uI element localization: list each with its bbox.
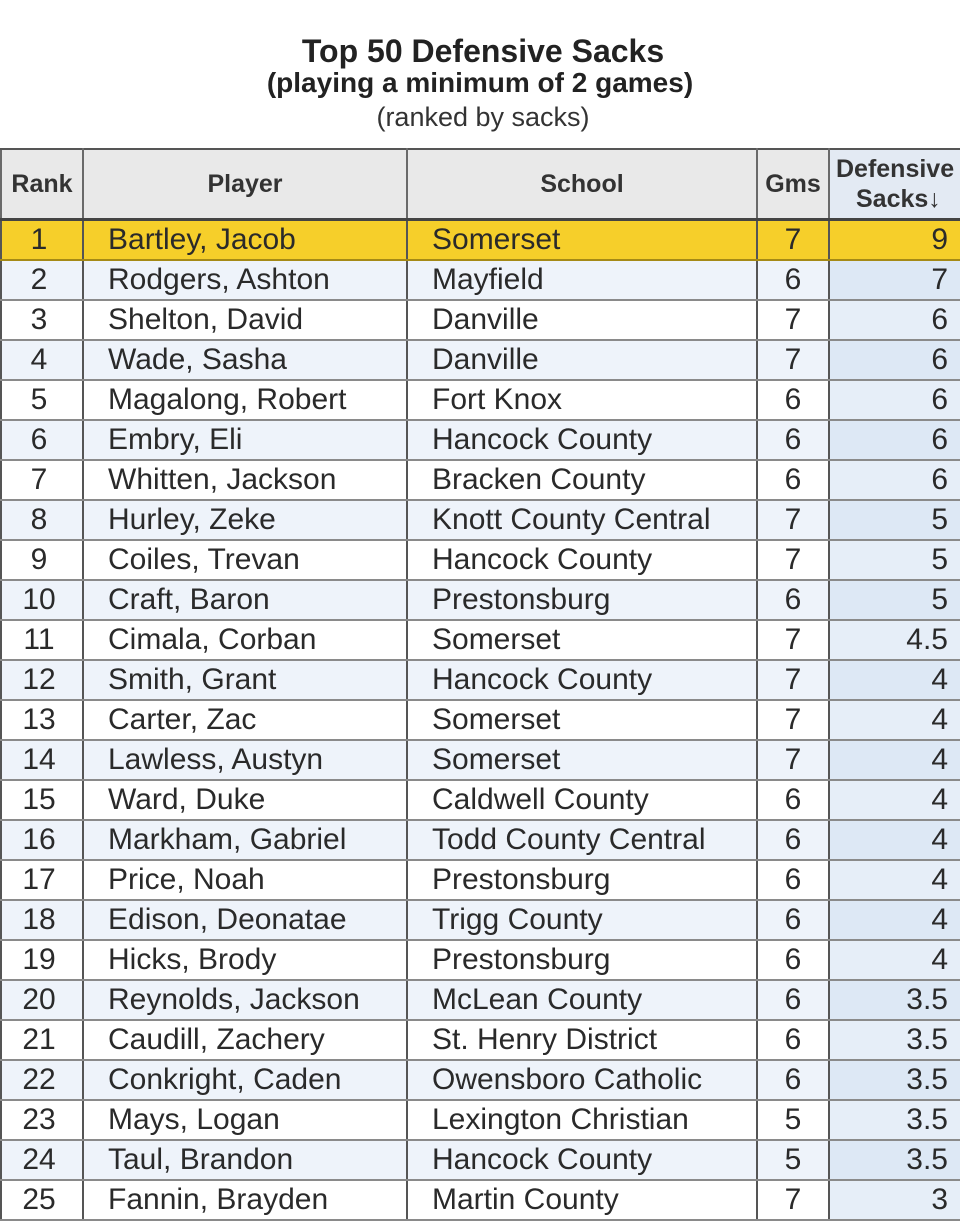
cell-sacks: 7: [829, 260, 960, 300]
column-header-gms[interactable]: Gms: [757, 149, 829, 220]
column-header-sacks-label: Sacks: [856, 185, 929, 213]
cell-rank: 4: [1, 340, 83, 380]
table-row: [1, 300, 960, 340]
cell-sacks: 4: [829, 780, 960, 820]
cell-player: Shelton, David: [83, 300, 407, 340]
cell-rank: 21: [1, 1020, 83, 1060]
table-row: [1, 1060, 960, 1100]
cell-player: Price, Noah: [83, 860, 407, 900]
cell-sacks: 5: [829, 500, 960, 540]
cell-player: Cimala, Corban: [83, 620, 407, 660]
table-row: [1, 580, 960, 620]
cell-school: Todd County Central: [407, 820, 757, 860]
cell-player: Craft, Baron: [83, 580, 407, 620]
cell-sacks: 6: [829, 420, 960, 460]
cell-sacks: 5: [829, 580, 960, 620]
cell-sacks: 6: [829, 460, 960, 500]
ranking-note: (ranked by sacks): [376, 102, 590, 132]
cell-school: Somerset: [407, 220, 757, 261]
cell-school: Somerset: [407, 620, 757, 660]
cell-gms: 6: [757, 420, 829, 460]
cell-school: St. Henry District: [407, 1020, 757, 1060]
cell-player: Fannin, Brayden: [83, 1180, 407, 1220]
cell-rank: 12: [1, 660, 83, 700]
cell-school: Prestonsburg: [407, 940, 757, 980]
table-body: [1, 220, 960, 1221]
cell-rank: 17: [1, 860, 83, 900]
cell-player: Coiles, Trevan: [83, 540, 407, 580]
table-row: [1, 340, 960, 380]
cell-player: Smith, Grant: [83, 660, 407, 700]
column-header-sacks-line2: [836, 184, 960, 214]
cell-school: McLean County: [407, 980, 757, 1020]
cell-sacks: 4: [829, 700, 960, 740]
cell-gms: 6: [757, 900, 829, 940]
cell-school: Trigg County: [407, 900, 757, 940]
column-header-defensive-sacks[interactable]: [829, 149, 960, 220]
cell-player: Rodgers, Ashton: [83, 260, 407, 300]
cell-sacks: 4: [829, 820, 960, 860]
cell-player: Reynolds, Jackson: [83, 980, 407, 1020]
cell-gms: 6: [757, 380, 829, 420]
table-row: [1, 460, 960, 500]
cell-school: Knott County Central: [407, 500, 757, 540]
cell-school: Hancock County: [407, 420, 757, 460]
cell-gms: 7: [757, 1180, 829, 1220]
cell-rank: 24: [1, 1140, 83, 1180]
column-header-sacks-line1: Defensive: [836, 155, 955, 183]
cell-gms: 7: [757, 340, 829, 380]
cell-rank: 3: [1, 300, 83, 340]
cell-gms: 7: [757, 700, 829, 740]
cell-gms: 6: [757, 1060, 829, 1100]
cell-player: Embry, Eli: [83, 420, 407, 460]
cell-gms: 7: [757, 300, 829, 340]
cell-rank: 15: [1, 780, 83, 820]
page-title: Top 50 Defensive Sacks: [301, 33, 665, 69]
cell-school: Hancock County: [407, 660, 757, 700]
cell-school: Mayfield: [407, 260, 757, 300]
cell-sacks: 6: [829, 340, 960, 380]
page-subtitle: (playing a minimum of 2 games): [266, 67, 694, 98]
cell-sacks: 3.5: [829, 1060, 960, 1100]
table-row: [1, 1180, 960, 1220]
cell-sacks: 3.5: [829, 1100, 960, 1140]
cell-sacks: 6: [829, 380, 960, 420]
cell-sacks: 6: [829, 300, 960, 340]
cell-player: Bartley, Jacob: [83, 220, 407, 261]
cell-sacks: 4.5: [829, 620, 960, 660]
cell-rank: 16: [1, 820, 83, 860]
cell-sacks: 3: [829, 1180, 960, 1220]
cell-player: Hurley, Zeke: [83, 500, 407, 540]
table-row: [1, 1020, 960, 1060]
cell-gms: 6: [757, 860, 829, 900]
cell-gms: 6: [757, 580, 829, 620]
cell-sacks: 3.5: [829, 980, 960, 1020]
table-row: [1, 420, 960, 460]
table-row: [1, 860, 960, 900]
cell-sacks: 4: [829, 740, 960, 780]
table-row: [1, 940, 960, 980]
cell-sacks: 4: [829, 940, 960, 980]
table-row: [1, 980, 960, 1020]
cell-player: Hicks, Brody: [83, 940, 407, 980]
table-row: [1, 660, 960, 700]
table-row: [1, 260, 960, 300]
cell-player: Magalong, Robert: [83, 380, 407, 420]
cell-gms: 6: [757, 1020, 829, 1060]
header-row: [1, 149, 960, 220]
table-row: [1, 1140, 960, 1180]
cell-rank: 11: [1, 620, 83, 660]
cell-gms: 7: [757, 500, 829, 540]
cell-player: Edison, Deonatae: [83, 900, 407, 940]
cell-sacks: 3.5: [829, 1020, 960, 1060]
cell-rank: 20: [1, 980, 83, 1020]
table-row: [1, 700, 960, 740]
cell-school: Prestonsburg: [407, 860, 757, 900]
cell-sacks: 4: [829, 900, 960, 940]
cell-sacks: 4: [829, 660, 960, 700]
cell-player: Wade, Sasha: [83, 340, 407, 380]
cell-rank: 18: [1, 900, 83, 940]
cell-rank: 2: [1, 260, 83, 300]
cell-gms: 5: [757, 1140, 829, 1180]
cell-rank: 23: [1, 1100, 83, 1140]
cell-school: Somerset: [407, 740, 757, 780]
cell-school: Prestonsburg: [407, 580, 757, 620]
column-header-rank[interactable]: Rank: [1, 149, 83, 220]
table-row: [1, 220, 960, 261]
cell-rank: 19: [1, 940, 83, 980]
cell-rank: 5: [1, 380, 83, 420]
cell-gms: 6: [757, 460, 829, 500]
table-row: [1, 820, 960, 860]
cell-player: Taul, Brandon: [83, 1140, 407, 1180]
table-row: [1, 500, 960, 540]
cell-rank: 8: [1, 500, 83, 540]
table-row: [1, 620, 960, 660]
cell-school: Owensboro Catholic: [407, 1060, 757, 1100]
cell-gms: 6: [757, 260, 829, 300]
cell-gms: 6: [757, 940, 829, 980]
cell-player: Mays, Logan: [83, 1100, 407, 1140]
cell-rank: 22: [1, 1060, 83, 1100]
cell-gms: 7: [757, 540, 829, 580]
column-header-player[interactable]: Player: [83, 149, 407, 220]
cell-school: Somerset: [407, 700, 757, 740]
cell-rank: 25: [1, 1180, 83, 1220]
cell-rank: 9: [1, 540, 83, 580]
table-row: [1, 540, 960, 580]
cell-rank: 13: [1, 700, 83, 740]
cell-rank: 10: [1, 580, 83, 620]
cell-player: Conkright, Caden: [83, 1060, 407, 1100]
cell-school: Fort Knox: [407, 380, 757, 420]
cell-sacks: 4: [829, 860, 960, 900]
cell-school: Hancock County: [407, 540, 757, 580]
cell-school: Caldwell County: [407, 780, 757, 820]
cell-gms: 6: [757, 820, 829, 860]
cell-school: Bracken County: [407, 460, 757, 500]
cell-school: Hancock County: [407, 1140, 757, 1180]
cell-gms: 7: [757, 660, 829, 700]
cell-rank: 14: [1, 740, 83, 780]
cell-rank: 1: [1, 220, 83, 261]
table-row: [1, 900, 960, 940]
cell-school: Danville: [407, 340, 757, 380]
cell-rank: 7: [1, 460, 83, 500]
cell-gms: 6: [757, 780, 829, 820]
table-row: [1, 380, 960, 420]
cell-player: Carter, Zac: [83, 700, 407, 740]
table-header: [1, 149, 960, 220]
table-row: [1, 1100, 960, 1140]
cell-sacks: 3.5: [829, 1140, 960, 1180]
column-header-school[interactable]: School: [407, 149, 757, 220]
table-row: [1, 780, 960, 820]
cell-player: Markham, Gabriel: [83, 820, 407, 860]
sacks-table: [0, 148, 960, 1221]
sort-descending-icon: ↓: [928, 185, 941, 213]
cell-gms: 6: [757, 980, 829, 1020]
cell-school: Martin County: [407, 1180, 757, 1220]
cell-player: Ward, Duke: [83, 780, 407, 820]
cell-gms: 5: [757, 1100, 829, 1140]
table-row: [1, 740, 960, 780]
cell-player: Lawless, Austyn: [83, 740, 407, 780]
cell-gms: 7: [757, 740, 829, 780]
cell-sacks: 9: [829, 220, 960, 261]
cell-school: Danville: [407, 300, 757, 340]
cell-school: Lexington Christian: [407, 1100, 757, 1140]
cell-gms: 7: [757, 220, 829, 261]
cell-player: Caudill, Zachery: [83, 1020, 407, 1060]
cell-gms: 7: [757, 620, 829, 660]
cell-player: Whitten, Jackson: [83, 460, 407, 500]
cell-sacks: 5: [829, 540, 960, 580]
cell-rank: 6: [1, 420, 83, 460]
